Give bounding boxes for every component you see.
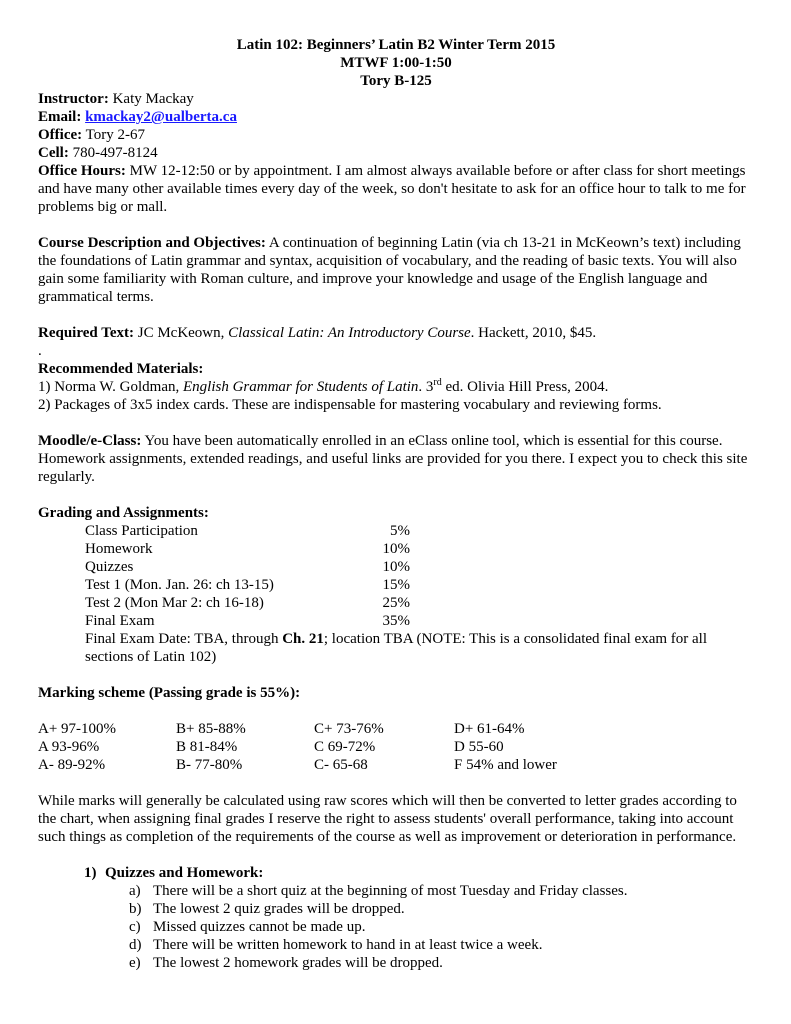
final-exam-date: Final Exam Date: TBA, through Ch. 21; location TBA (NOTE: This is a consolidated final exam for all sections of Latin 102) xyxy=(85,631,708,665)
recommended-item-2: 2) Packages of 3x5 index cards. These are indispensable for mastering vocabulary and reviewing forms. xyxy=(38,397,662,413)
course-room: Tory B-125 xyxy=(360,73,432,89)
grading-label: Grading and Assignments: xyxy=(38,505,209,521)
recommended-item-1: 1) Norma W. Goldman, English Grammar for Students of Latin. 3rd ed. Olivia Hill Press, 2004. xyxy=(38,377,609,395)
course-header xyxy=(38,36,754,90)
cell-value: 780-497-8124 xyxy=(68,145,158,161)
grade-cell: B- 77-80% xyxy=(176,757,243,773)
cell-label: Cell: xyxy=(38,145,69,161)
office-hours-label: Office Hours: xyxy=(38,163,126,179)
marking-scheme-table xyxy=(38,720,754,774)
grade-cell: F 54% and lower xyxy=(454,757,557,773)
grading-table xyxy=(85,522,754,666)
instructor-label: Instructor: xyxy=(38,91,109,107)
grading-row: Test 1 (Mon. Jan. 26: ch 13-15) 15% xyxy=(85,577,410,593)
instructor-line xyxy=(38,90,754,108)
grading-row: Quizzes 10% xyxy=(85,559,410,575)
grade-column-a xyxy=(38,720,176,774)
course-title: Latin 102: Beginners’ Latin B2 Winter Term 2015 xyxy=(236,37,556,53)
grade-cell: C- 65-68 xyxy=(314,757,368,773)
grading-row: Homework 10% xyxy=(85,541,410,557)
grade-cell: C 69-72% xyxy=(314,739,376,755)
recommended-materials xyxy=(38,360,754,414)
email-label: Email: xyxy=(38,109,82,125)
marking-scheme-label: Marking scheme (Passing grade is 55%): xyxy=(38,685,301,701)
quizzes-list xyxy=(129,882,754,972)
office-hours-line xyxy=(38,162,754,216)
course-description-label: Course Description and Objectives: xyxy=(38,235,266,251)
quizzes-section xyxy=(38,864,754,972)
moodle-label: Moodle/e-Class: xyxy=(38,433,142,449)
office-hours-value: MW 12-12:50 or by appointment. I am almost always available before or after class for short meetings and have many other available times every day of the week, so don't hesitate to ask for an office hour to talk to me for problems big or mall. xyxy=(38,163,746,215)
grade-column-d xyxy=(454,720,614,774)
list-item: d) There will be written homework to hand in at least twice a week. xyxy=(129,937,543,953)
instructor-name: Katy Mackay xyxy=(108,91,194,107)
grade-cell: D+ 61-64% xyxy=(454,721,525,737)
moodle-text: You have been automatically enrolled in an eClass online tool, which is essential for this course. Homework assignments, extended readings, and useful links are provided for you there. I expect you to check this site regularly. xyxy=(38,433,748,485)
grading-row: Test 2 (Mon Mar 2: ch 16-18) 25% xyxy=(85,595,410,611)
list-item: a) There will be a short quiz at the beginning of most Tuesday and Friday classes. xyxy=(129,883,628,899)
required-text-label: Required Text: xyxy=(38,325,134,341)
grading-section xyxy=(38,504,754,666)
contact-block xyxy=(38,90,754,216)
recommended-book-title: English Grammar for Students of Latin xyxy=(182,379,419,395)
office-value: Tory 2-67 xyxy=(82,127,145,143)
quizzes-heading: 1) Quizzes and Homework: xyxy=(84,865,264,881)
list-item: e) The lowest 2 homework grades will be dropped. xyxy=(129,955,443,971)
list-item: b) The lowest 2 quiz grades will be dropped. xyxy=(129,901,405,917)
required-book-title: Classical Latin: An Introductory Course xyxy=(228,325,471,341)
email-link[interactable]: kmackay2@ualberta.ca xyxy=(85,109,237,125)
grade-column-c xyxy=(314,720,454,774)
office-label: Office: xyxy=(38,127,83,143)
grade-cell: A+ 97-100% xyxy=(38,721,117,737)
syllabus-page xyxy=(38,36,754,972)
marks-note: While marks will generally be calculated using raw scores which will then be converted to letter grades according to the chart, when assigning final grades I reserve the right to assess students' overall performance, taking into account such things as completion of the requirements of the course as well as improvement or deterioration in performance. xyxy=(38,793,737,845)
grade-cell: A 93-96% xyxy=(38,739,100,755)
recommended-label: Recommended Materials: xyxy=(38,361,204,377)
quizzes-label: Quizzes and Homework: xyxy=(105,865,264,881)
grade-cell: B 81-84% xyxy=(176,739,238,755)
email-line xyxy=(38,108,754,126)
course-schedule: MTWF 1:00-1:50 xyxy=(340,55,452,71)
stray-dot: . xyxy=(38,343,42,359)
grade-cell: C+ 73-76% xyxy=(314,721,384,737)
course-description xyxy=(38,234,754,306)
grade-column-b xyxy=(176,720,314,774)
moodle-section xyxy=(38,432,754,486)
office-line xyxy=(38,126,754,144)
cell-line xyxy=(38,144,754,162)
grading-row: Class Participation 5% xyxy=(85,523,410,539)
list-item: c) Missed quizzes cannot be made up. xyxy=(129,919,366,935)
grade-cell: D 55-60 xyxy=(454,739,504,755)
grading-row: Final Exam 35% xyxy=(85,613,410,629)
course-description-text: A continuation of beginning Latin (via ch 13-21 in McKeown’s text) including the foundations of Latin grammar and syntax, acquisition of vocabulary, and the reading of basic texts. You will also gain some familiarity with Roman culture, and improve your knowledge and usage of the English language and grammatical terms. xyxy=(38,235,741,305)
grade-cell: A- 89-92% xyxy=(38,757,106,773)
grade-cell: B+ 85-88% xyxy=(176,721,246,737)
required-text: Required Text: JC McKeown, Classical Latin: An Introductory Course. Hackett, 2010, $45. xyxy=(38,325,597,341)
